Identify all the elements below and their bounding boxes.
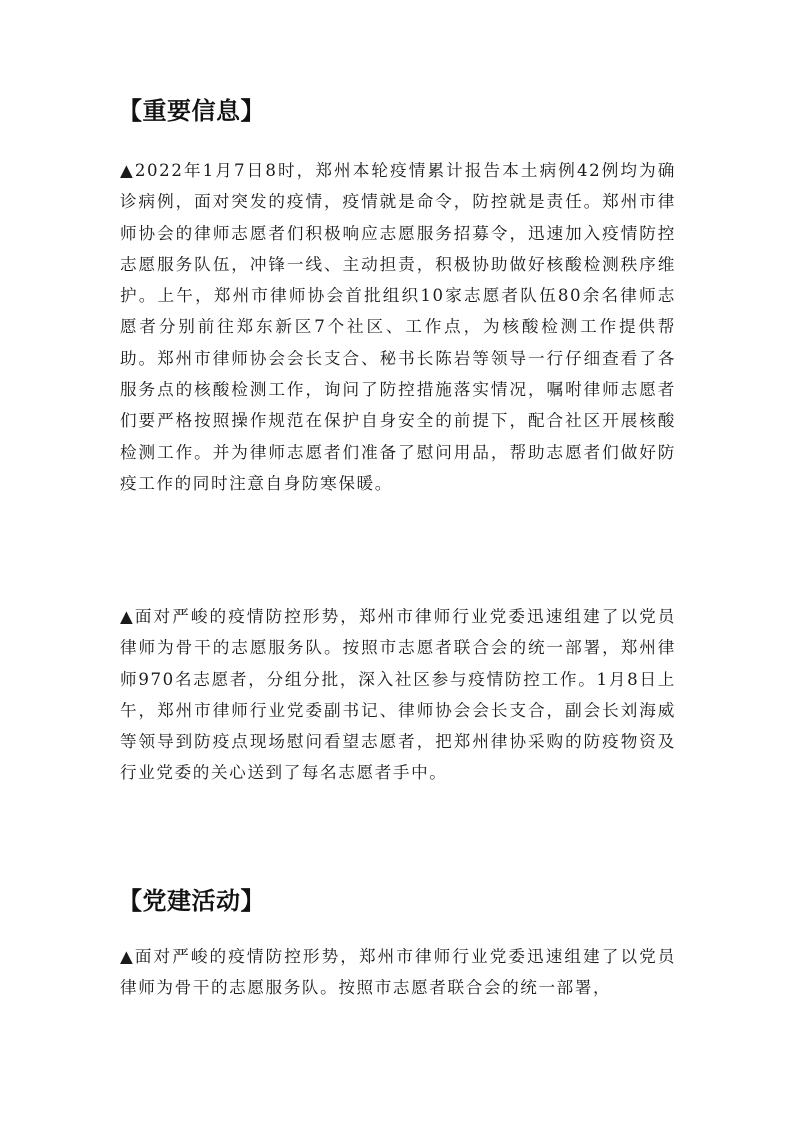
section-heading-party-activities: 【党建活动】: [118, 887, 265, 915]
paragraph-epidemic-volunteers: ▲2022年1月7日8时，郑州本轮疫情累计报告本土病例42例均为确诊病例，面对突发的疫情，疫情就是命令，防控就是责任。郑州市律师协会的律师志愿者们积极响应志愿服务招募令，迅速加入疫情防控志愿服务队伍，冲锋一线、主动担责，积极协助做好核酸检测秩序维护。上午，郑州市律师协会首批组织10家志愿者队伍80余名律师志愿者分别前往郑东新区7个社区、工作点，为核酸检测工作提供帮助。郑州市律师协会会长支合、秘书长陈岩等领导一行仔细查看了各服务点的核酸检测工作，询问了防控措施落实情况，嘱咐律师志愿者们要严格按照操作规范在保护自身安全的前提下，配合社区开展核酸检测工作。并为律师志愿者们准备了慰问用品，帮助志愿者们做好防疫工作的同时注意自身防寒保暖。: [120, 161, 676, 493]
paragraph-party-activities: ▲面对严峻的疫情防控形势，郑州市律师行业党委迅速组建了以党员律师为骨干的志愿服务队。按照市志愿者联合会的统一部署，: [120, 947, 676, 998]
paragraph-party-volunteer-team: ▲面对严峻的疫情防控形势，郑州市律师行业党委迅速组建了以党员律师为骨干的志愿服务队。按照市志愿者联合会的统一部署，郑州律师970名志愿者，分组分批，深入社区参与疫情防控工作。1月8日上午，郑州市律师行业党委副书记、律师协会会长支合，副会长刘海威等领导到防疫点现场慰问看望志愿者，把郑州律协采购的防疫物资及行业党委的关心送到了每名志愿者手中。: [120, 607, 676, 783]
section-heading-important-info: 【重要信息】: [118, 97, 265, 125]
